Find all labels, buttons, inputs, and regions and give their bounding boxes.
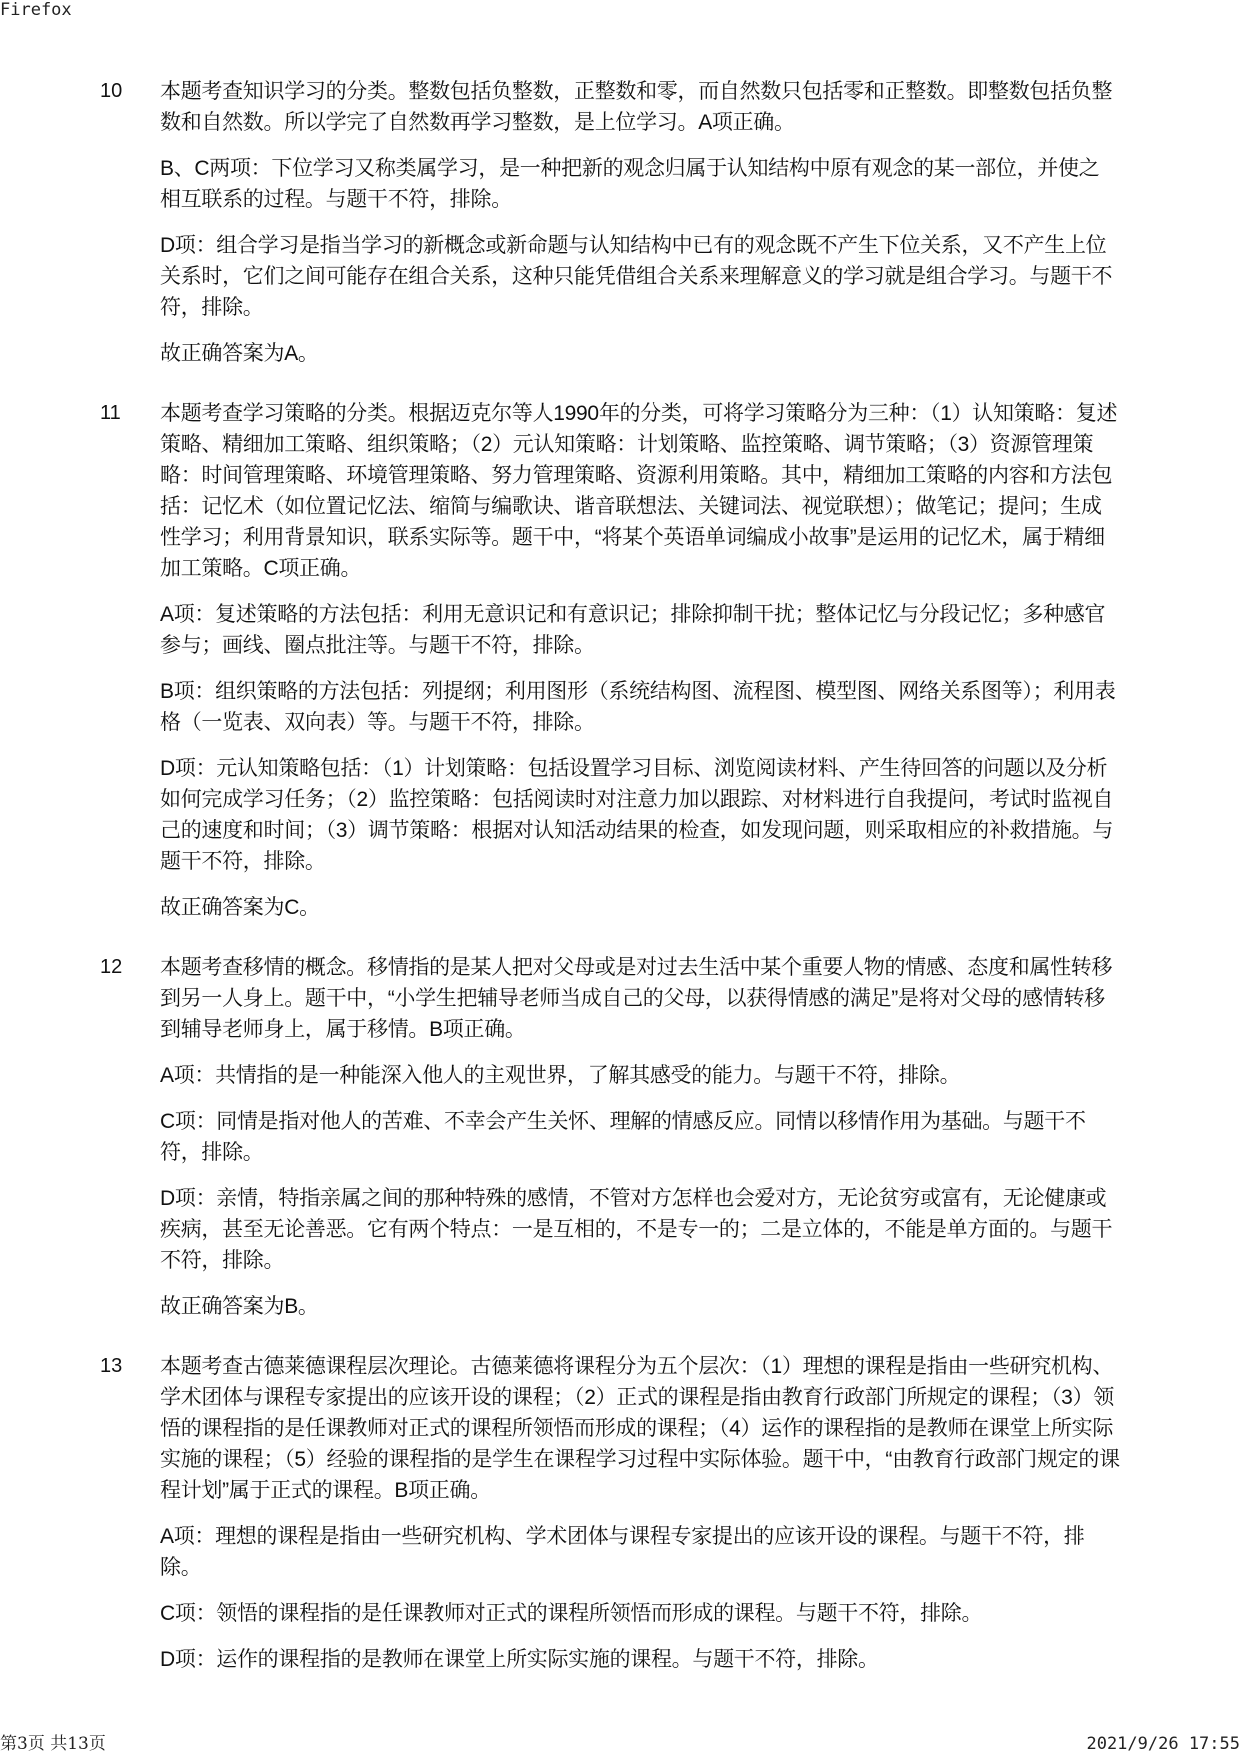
- explanation-paragraph: A项：理想的课程是指由一些研究机构、学术团体与课程专家提出的应该开设的课程。与题干不符，排除。: [160, 1525, 1085, 1579]
- question-number: 10: [100, 80, 123, 102]
- explanation-paragraph: 本题考查学习策略的分类。根据迈克尔等人1990年的分类，可将学习策略分为三种：（1）认知策略：复述策略、精细加工策略、组织策略；（2）元认知策略：计划策略、监控策略、调节策略；（3）资源管理策略：时间管理策略、环境管理策略、努力管理策略、资源利用策略。其中，精细加工策略的内容和方法包括：记忆术（如位置记忆法、缩简与编歌诀、谐音联想法、关键词法、视觉联想）；做笔记；提问；生成性学习；利用背景知识，联系实际等。题干中，“将某个英语单词编成小故事”是运用的记忆术，属于精细加工策略。C项正确。: [160, 402, 1118, 580]
- explanation-paragraph: A项：共情指的是一种能深入他人的主观世界，了解其感受的能力。与题干不符，排除。: [160, 1064, 961, 1087]
- explanation-paragraph: 故正确答案为C。: [160, 896, 320, 919]
- question-explanation: [100, 76, 1120, 384]
- explanation-body: [160, 952, 1120, 1337]
- explanation-paragraph: A项：复述策略的方法包括：利用无意识记和有意识记；排除抑制干扰；整体记忆与分段记忆；多种感官参与；画线、圈点批注等。与题干不符，排除。: [160, 603, 1106, 657]
- explanation-paragraph: D项：亲情，特指亲属之间的那种特殊的感情，不管对方怎样也会爱对方，无论贫穷或富有，无论健康或疾病，甚至无论善恶。它有两个特点：一是互相的，不是专一的；二是立体的，不能是单方面的。与题干不符，排除。: [160, 1187, 1113, 1272]
- explanation-paragraph: 本题考查古德莱德课程层次理论。古德莱德将课程分为五个层次：（1）理想的课程是指由一些研究机构、学术团体与课程专家提出的应该开设的课程；（2）正式的课程是指由教育行政部门所规定的课程；（3）领悟的课程指的是任课教师对正式的课程所领悟而形成的课程；（4）运作的课程指的是教师在课堂上所实际实施的课程；（5）经验的课程指的是学生在课程学习过程中实际体验。题干中，“由教育行政部门规定的课程计划”属于正式的课程。B项正确。: [160, 1355, 1120, 1502]
- explanation-paragraph: 故正确答案为B。: [160, 1295, 319, 1318]
- explanation-body: [160, 76, 1120, 384]
- explanation-paragraph: 故正确答案为A。: [160, 342, 319, 365]
- explanation-paragraph: 本题考查移情的概念。移情指的是某人把对父母或是对过去生活中某个重要人物的情感、态度和属性转移到另一人身上。题干中，“小学生把辅导老师当成自己的父母，以获得情感的满足”是将对父母的感情转移到辅导老师身上，属于移情。B项正确。: [160, 956, 1113, 1041]
- explanation-paragraph: B项：组织策略的方法包括：列提纲；利用图形（系统结构图、流程图、模型图、网络关系图等）；利用表格（一览表、双向表）等。与题干不符，排除。: [160, 680, 1116, 734]
- explanation-paragraph: C项：同情是指对他人的苦难、不幸会产生关怀、理解的情感反应。同情以移情作用为基础。与题干不符，排除。: [160, 1110, 1086, 1164]
- question-number: 12: [100, 956, 123, 978]
- question-explanation: [100, 398, 1120, 938]
- page-number: 第3页 共13页: [0, 1734, 106, 1754]
- print-datetime: 2021/9/26 17:55: [1086, 1734, 1240, 1754]
- question-number: 13: [100, 1355, 123, 1377]
- explanation-paragraph: 本题考查知识学习的分类。整数包括负整数，正整数和零，而自然数只包括零和正整数。即整数包括负整数和自然数。所以学完了自然数再学习整数，是上位学习。A项正确。: [160, 80, 1113, 134]
- explanation-paragraph: D项：元认知策略包括：（1）计划策略：包括设置学习目标、浏览阅读材料、产生待回答的问题以及分析如何完成学习任务；（2）监控策略：包括阅读时对注意力加以跟踪、对材料进行自我提问，考试时监视自己的速度和时间；（3）调节策略：根据对认知活动结果的检查，如发现问题，则采取相应的补救措施。与题干不符，排除。: [160, 757, 1114, 873]
- explanation-paragraph: B、C两项：下位学习又称类属学习，是一种把新的观念归属于认知结构中原有观念的某一部位，并使之相互联系的过程。与题干不符，排除。: [160, 157, 1100, 211]
- browser-header: Firefox: [0, 0, 72, 20]
- explanation-body: [160, 398, 1120, 938]
- explanation-paragraph: D项：运作的课程指的是教师在课堂上所实际实施的课程。与题干不符，排除。: [160, 1648, 879, 1671]
- explanation-paragraph: C项：领悟的课程指的是任课教师对正式的课程所领悟而形成的课程。与题干不符，排除。: [160, 1602, 983, 1625]
- explanation-body: [160, 1351, 1120, 1690]
- question-number: 11: [100, 402, 121, 424]
- question-explanation: [100, 952, 1120, 1337]
- answer-explanations: [100, 76, 1120, 1704]
- explanation-paragraph: D项：组合学习是指当学习的新概念或新命题与认知结构中已有的观念既不产生下位关系，又不产生上位关系时，它们之间可能存在组合关系，这种只能凭借组合关系来理解意义的学习就是组合学习。与题干不符，排除。: [160, 234, 1113, 319]
- question-explanation: [100, 1351, 1120, 1690]
